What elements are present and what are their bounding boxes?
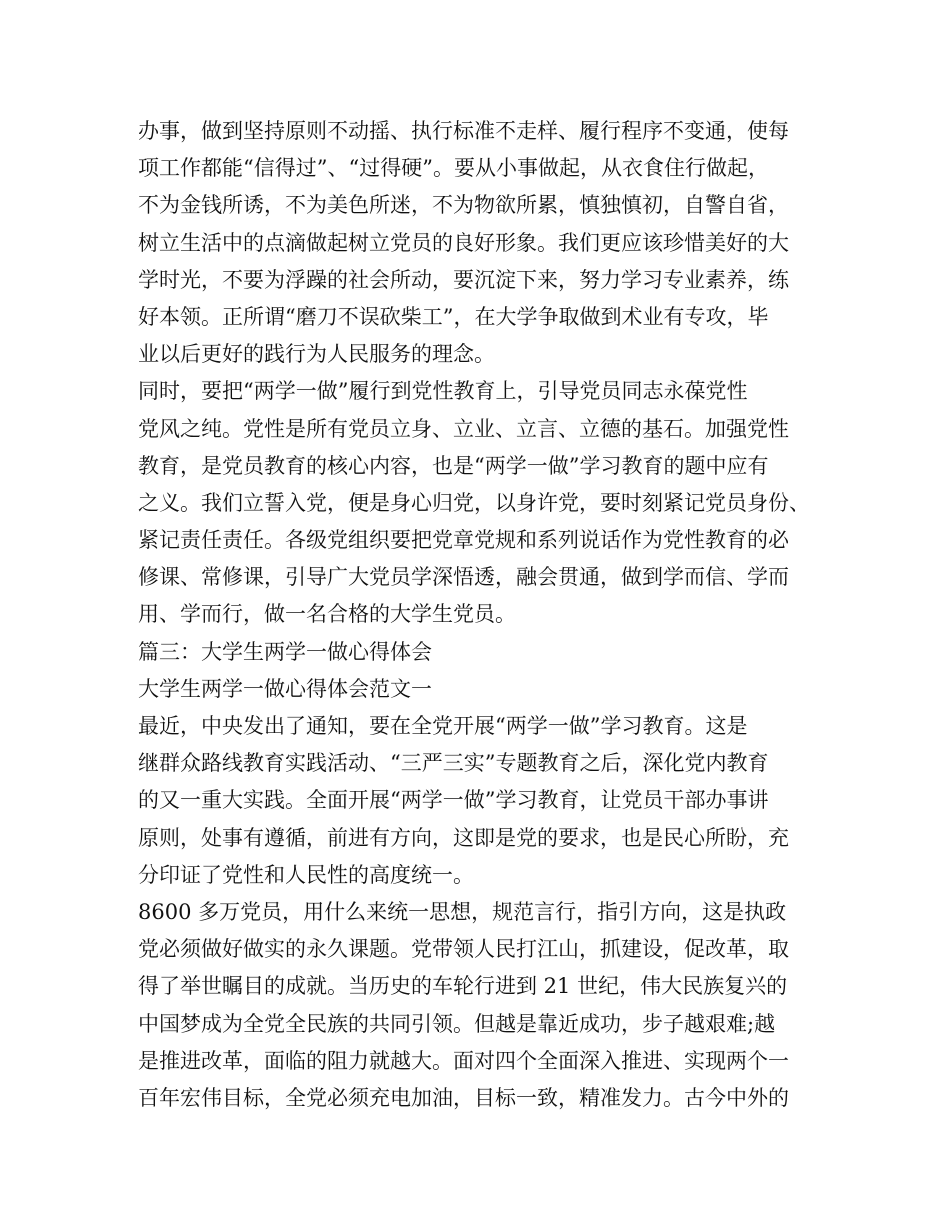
- text-line: 百年宏伟目标，全党必须充电加油，目标一致，精准发力。古今中外的: [138, 1085, 789, 1110]
- text-line: 同时，要把“两学一做”履行到党性教育上，引导党员同志永葆党性: [138, 379, 748, 404]
- text-line: 原则，处事有遵循，前进有方向，这即是党的要求，也是民心所盼，充: [138, 825, 789, 850]
- text-line: 的又一重大实践。全面开展“两学一做”学习教育，让党员干部办事讲: [138, 788, 769, 813]
- article-title: 大学生两学一做心得体会范文一: [138, 676, 432, 701]
- text-line: 党必须做好做实的永久课题。党带领人民打江山，抓建设，促改革，取: [138, 937, 789, 962]
- text-line: 学时光，不要为浮躁的社会所动，要沉淀下来，努力学习专业素养，练: [138, 267, 789, 292]
- text-line: 得了举世瞩目的成就。当历史的车轮行进到 21 世纪，伟大民族复兴的: [138, 974, 788, 999]
- text-line: 办事，做到坚持原则不动摇、执行标准不走样、履行程序不变通，使每: [138, 119, 789, 143]
- text-line: 树立生活中的点滴做起树立党员的良好形象。我们更应该珍惜美好的大: [138, 230, 789, 255]
- text-line: 教育，是党员教育的核心内容，也是“两学一做”学习教育的题中应有: [138, 453, 769, 478]
- text-line: 8600 多万党员，用什么来统一思想，规范言行，指引方向，这是执政: [138, 899, 787, 924]
- text-line: 好本领。正所谓“磨刀不误砍柴工”，在大学争取做到术业有专攻，毕: [138, 304, 769, 329]
- text-line: 继群众路线教育实践活动、“三严三实”专题教育之后，深化党内教育: [138, 751, 769, 776]
- text-line: 项工作都能“信得过”、“过得硬”。要从小事做起，从衣食住行做起，: [138, 156, 769, 181]
- text-line: 修课、常修课，引导广大党员学深悟透，融会贯通，做到学而信、学而: [138, 565, 789, 590]
- text-line: 之义。我们立誓入党，便是身心归党，以身许党，要时刻紧记党员身份、: [138, 490, 810, 515]
- text-line: 用、学而行，做一名合格的大学生党员。: [138, 602, 516, 627]
- text-line: 党风之纯。党性是所有党员立身、立业、立言、立德的基石。加强党性: [138, 416, 789, 441]
- text-line: 中国梦成为全党全民族的共同引领。但越是靠近成功，步子越艰难;越: [138, 1011, 776, 1036]
- text-line: 紧记责任责任。各级党组织要把党章党规和系列说话作为党性教育的必: [138, 528, 789, 553]
- text-line: 业以后更好的践行为人民服务的理念。: [138, 342, 495, 367]
- text-line: 不为金钱所诱，不为美色所迷，不为物欲所累，慎独慎初，自警自省，: [138, 193, 789, 218]
- text-line: 是推进改革，面临的阻力就越大。面对四个全面深入推进、实现两个一: [138, 1048, 789, 1073]
- text-line: 分印证了党性和人民性的高度统一。: [138, 862, 474, 887]
- section-heading: 篇三：大学生两学一做心得体会: [138, 639, 432, 664]
- body-text: [138, 113, 828, 1117]
- text-line: 最近，中央发出了通知，要在全党开展“两学一做”学习教育。这是: [138, 714, 748, 738]
